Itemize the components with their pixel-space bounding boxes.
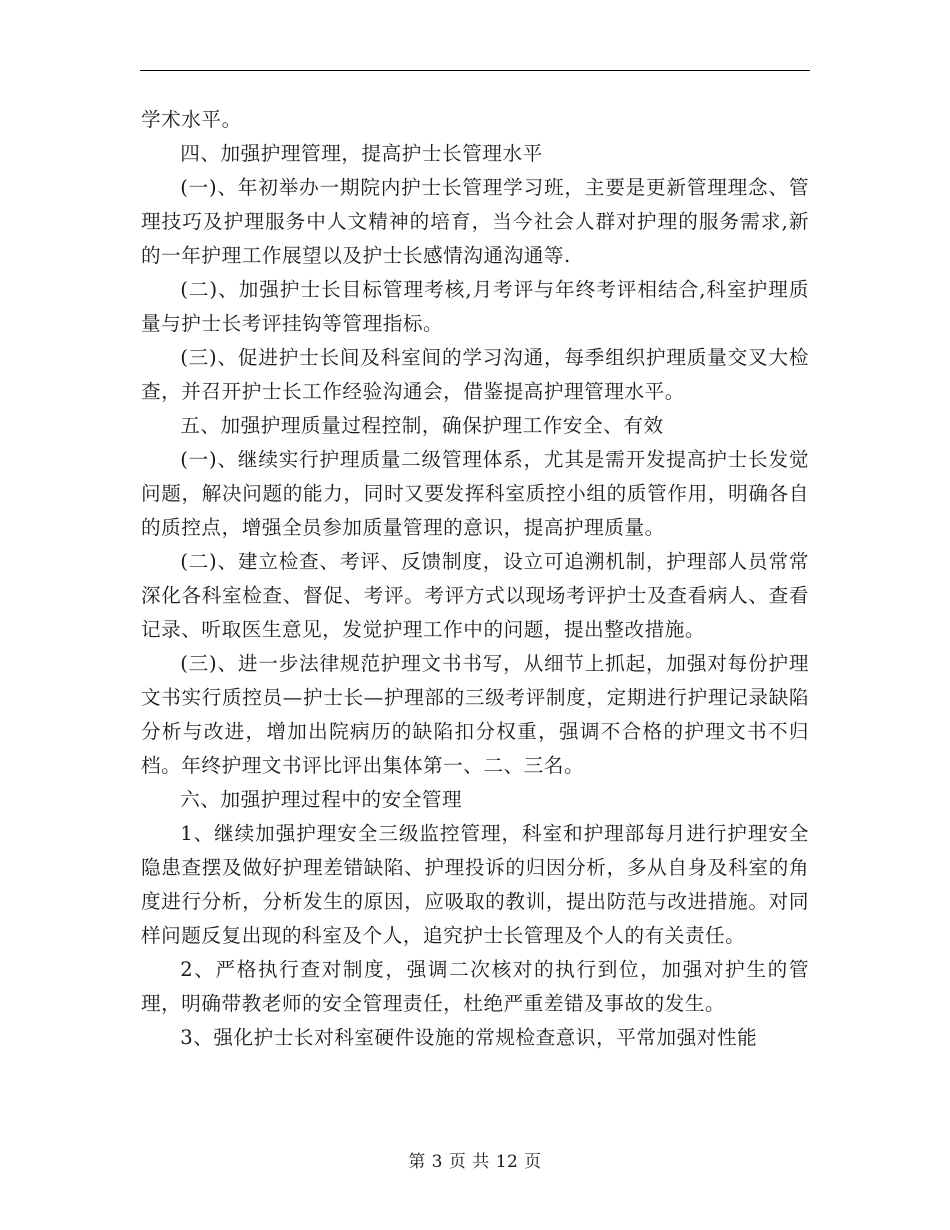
document-body — [141, 103, 809, 1055]
paragraph: (二)、建立检查、考评、反馈制度，设立可追溯机制，护理部人员常常深化各科室检查、督促、考评。考评方式以现场考评护士及查看病人、查看记录、听取医生意见，发觉护理工作中的问题，提出整改措施。 — [141, 550, 809, 641]
paragraph: (三)、进一步法律规范护理文书书写，从细节上抓起，加强对每份护理文书实行质控员—护士长—护理部的三级考评制度，定期进行护理记录缺陷分析与改进，增加出院病历的缺陷扣分权重，强调不合格的护理文书不归档。年终护理文书评比评出集体第一、二、三名。 — [141, 652, 809, 777]
paragraph: (一)、继续实行护理质量二级管理体系，尤其是需开发提高护士长发觉问题，解决问题的能力，同时又要发挥科室质控小组的质管作用，明确各自的质控点，增强全员参加质量管理的意识，提高护理质量。 — [141, 448, 809, 539]
paragraph: (一)、年初举办一期院内护士长管理学习班，主要是更新管理理念、管理技巧及护理服务中人文精神的培育，当今社会人群对护理的服务需求,新的一年护理工作展望以及护士长感情沟通沟通等. — [141, 176, 809, 267]
paragraph: (三)、促进护士长间及科室间的学习沟通，每季组织护理质量交叉大检查，并召开护士长工作经验沟通会，借鉴提高护理管理水平。 — [141, 346, 809, 403]
paragraph: 学术水平。 — [141, 108, 242, 131]
section-heading: 四、加强护理管理，提高护士长管理水平 — [180, 142, 543, 165]
section-heading: 五、加强护理质量过程控制，确保护理工作安全、有效 — [180, 414, 664, 437]
paragraph: (二)、加强护士长目标管理考核,月考评与年终考评相结合,科室护理质量与护士长考评挂钩等管理指标。 — [141, 278, 809, 335]
page-number-footer: 第 3 页 共 12 页 — [408, 1152, 542, 1172]
paragraph: 1、继续加强护理安全三级监控管理，科室和护理部每月进行护理安全隐患查摆及做好护理差错缺陷、护理投诉的归因分析，多从自身及科室的角度进行分析，分析发生的原因，应吸取的教训，提出防范与改进措施。对同样问题反复出现的科室及个人，追究护士长管理及个人的有关责任。 — [141, 822, 809, 947]
section-heading: 六、加强护理过程中的安全管理 — [180, 788, 463, 811]
paragraph: 2、严格执行查对制度，强调二次核对的执行到位，加强对护生的管理，明确带教老师的安全管理责任，杜绝严重差错及事故的发生。 — [141, 958, 809, 1015]
header-rule — [140, 70, 810, 71]
paragraph: 3、强化护士长对科室硬件设施的常规检查意识，平常加强对性能 — [180, 1026, 758, 1049]
